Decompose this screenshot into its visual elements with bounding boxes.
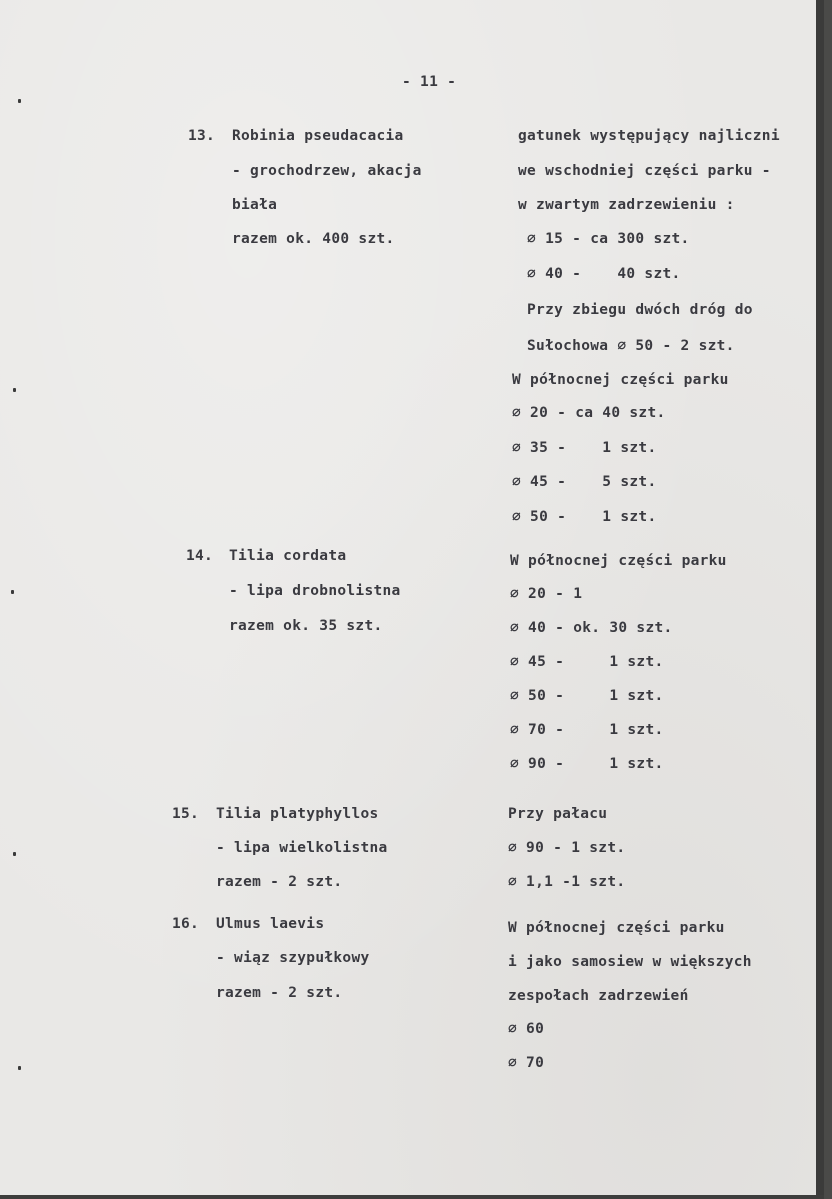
detail-line: ∅ 20 - 1 — [510, 586, 583, 602]
species-total: razem ok. 35 szt. — [229, 618, 383, 634]
detail-line: ∅ 45 - 5 szt. — [512, 474, 657, 490]
detail-line: W północnej części parku — [512, 372, 729, 388]
entry-number: 14. — [186, 548, 214, 564]
detail-line: ∅ 90 - 1 szt. — [510, 756, 664, 772]
detail-line: ∅ 15 - ca 300 szt. — [518, 231, 690, 247]
detail-line: ∅ 50 - 1 szt. — [512, 509, 657, 525]
detail-line: ∅ 35 - 1 szt. — [512, 440, 657, 456]
page-edge-shadow — [816, 0, 824, 1199]
detail-line: ∅ 40 - ok. 30 szt. — [510, 620, 673, 636]
species-common-name: - grochodrzew, akacja — [232, 163, 422, 179]
entry-number: 16. — [172, 916, 200, 932]
entry-number: 13. — [188, 128, 216, 144]
detail-line: W północnej części parku — [510, 553, 727, 569]
margin-mark — [13, 852, 16, 856]
detail-line: ∅ 70 - 1 szt. — [510, 722, 664, 738]
page-number: - 11 - — [402, 74, 457, 90]
detail-line: Przy zbiegu dwóch dróg do — [518, 302, 753, 318]
detail-line: zespołach zadrzewień — [508, 988, 689, 1004]
detail-line: ∅ 50 - 1 szt. — [510, 688, 664, 704]
species-common-name-cont: biała — [232, 197, 278, 213]
species-total: razem - 2 szt. — [216, 874, 343, 890]
species-latin-name: Robinia pseudacacia — [232, 128, 404, 144]
detail-line: ∅ 1,1 -1 szt. — [508, 874, 626, 890]
species-latin-name: Tilia cordata — [229, 548, 347, 564]
species-common-name: - lipa drobnolistna — [229, 583, 401, 599]
detail-line: i jako samosiew w większych — [508, 954, 752, 970]
detail-line: ∅ 20 - ca 40 szt. — [512, 405, 666, 421]
detail-line: ∅ 40 - 40 szt. — [518, 266, 681, 282]
detail-line: Przy pałacu — [508, 806, 608, 822]
species-common-name: - wiąz szypułkowy — [216, 950, 370, 966]
margin-mark — [13, 388, 16, 392]
page-bottom-edge — [0, 1195, 824, 1199]
detail-line: W północnej części parku — [508, 920, 725, 936]
species-total: razem ok. 400 szt. — [232, 231, 395, 247]
margin-mark — [18, 99, 21, 103]
detail-line: gatunek występujący najliczni — [518, 128, 780, 144]
species-total: razem - 2 szt. — [216, 985, 343, 1001]
detail-line: ∅ 70 — [508, 1055, 545, 1071]
species-latin-name: Ulmus laevis — [216, 916, 325, 932]
detail-line: ∅ 60 — [508, 1021, 545, 1037]
detail-line: Sułochowa ∅ 50 - 2 szt. — [518, 338, 735, 354]
margin-mark — [11, 590, 14, 594]
detail-line: we wschodniej części parku - — [518, 163, 771, 179]
detail-line: w zwartym zadrzewieniu : — [518, 197, 735, 213]
detail-line: ∅ 90 - 1 szt. — [508, 840, 626, 856]
species-latin-name: Tilia platyphyllos — [216, 806, 379, 822]
species-common-name: - lipa wielkolistna — [216, 840, 388, 856]
entry-number: 15. — [172, 806, 200, 822]
margin-mark — [18, 1066, 21, 1070]
detail-line: ∅ 45 - 1 szt. — [510, 654, 664, 670]
